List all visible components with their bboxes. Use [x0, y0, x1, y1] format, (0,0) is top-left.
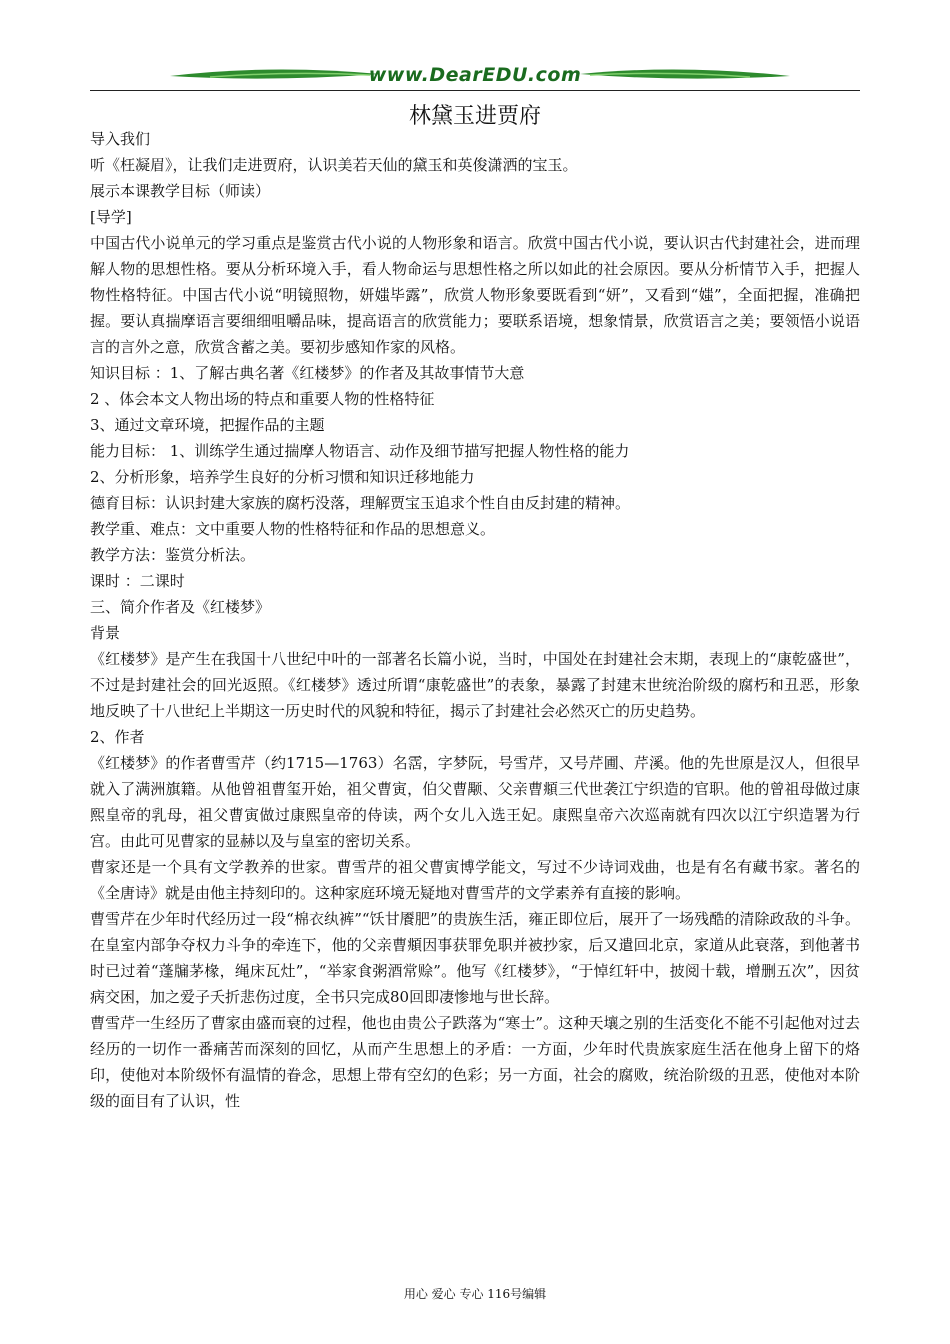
header-divider	[90, 90, 860, 91]
paragraph: 德育目标：认识封建大家族的腐朽没落，理解贾宝玉追求个性自由反封建的精神。	[90, 494, 631, 512]
paragraph: 课时 ：二课时	[90, 572, 185, 590]
paragraph: [导学]	[90, 208, 132, 226]
paragraph: 展示本课教学目标（师读）	[90, 182, 271, 200]
paragraph: 2、作者	[90, 728, 145, 746]
page-footer: 用心 爱心 专心 116号编辑	[403, 1287, 547, 1301]
paragraph: 中国古代小说单元的学习重点是鉴赏古代小说的人物形象和语言。欣赏中国古代小说，要认识古代封建社会，进而理解人物的思想性格。要从分析环境入手，看人物命运与思想性格之所以如此的社会原因。要从分析情节入手，把握人物性格特征。中国古代小说“明镜照物，妍媸毕露”，欣赏人物形象要既看到“妍”，又看到“媸”，全面把握，准确把握。要认真揣摩语言要细细咀嚼品味，提高语言的欣赏能力；要联系语境，想象情景，欣赏语言之美；要领悟小说语言的言外之意，欣赏含蓄之美。要初步感知作家的风格。	[90, 234, 860, 356]
document-body	[90, 126, 860, 1114]
paragraph: 《红楼梦》是产生在我国十八世纪中叶的一部著名长篇小说，当时，中国处在封建社会末期，表现上的“康乾盛世”，不过是封建社会的回光返照。《红楼梦》透过所谓“康乾盛世”的表象，暴露了封建末世统治阶级的腐朽和丑恶，形象地反映了十八世纪上半期这一历史时代的风貌和特征，揭示了封建社会必然灭亡的历史趋势。	[90, 650, 860, 720]
paragraph: 曹雪芹在少年时代经历过一段“棉衣纨裤”“饫甘餍肥”的贵族生活，雍正即位后，展开了一场残酷的清除政敌的斗争。在皇室内部争夺权力斗争的牵连下，他的父亲曹頫因事获罪免职并被抄家，后又遣回北京，家道从此衰落，到他著书时已过着“蓬牖茅椽，绳床瓦灶”，“举家食粥酒常赊”。他写《红楼梦》，“于悼红轩中，披阅十载，增删五次”，因贫病交困，加之爱子夭折悲伤过度，全书只完成80回即凄惨地与世长辞。	[90, 910, 860, 1006]
page-title: 林黛玉进贾府	[408, 104, 541, 129]
paragraph: 曹家还是一个具有文学教养的世家。曹雪芹的祖父曹寅博学能文，写过不少诗词戏曲，也是有名有藏书家。著名的《全唐诗》就是由他主持刻印的。这种家庭环境无疑地对曹雪芹的文学素养有直接的影响。	[90, 858, 860, 902]
paragraph: 听《枉凝眉》，让我们走进贾府，认识美若天仙的黛玉和英俊潇洒的宝玉。	[90, 156, 578, 174]
paragraph: 教学重、难点：文中重要人物的性格特征和作品的思想意义。	[90, 520, 496, 538]
paragraph: 教学方法：鉴赏分析法。	[90, 546, 256, 564]
paragraph: 背景	[90, 624, 121, 642]
section-heading: 三、简介作者及《红楼梦》	[90, 598, 271, 616]
paragraph: 知识目标 ：1、了解古典名著《红楼梦》的作者及其故事情节大意	[90, 364, 525, 382]
paragraph: 2 、体会本文人物出场的特点和重要人物的性格特征	[90, 390, 435, 408]
paragraph: 导入我们	[90, 130, 151, 148]
paragraph: 3、通过文章环境，把握作品的主题	[90, 416, 325, 434]
paragraph: 曹雪芹一生经历了曹家由盛而衰的过程，他也由贵公子跌落为“寒士”。这种天壤之别的生活变化不能不引起他对过去经历的一切作一番痛苦而深刻的回忆，从而产生思想上的矛盾：一方面，少年时代贵族家庭生活在他身上留下的烙印，使他对本阶级怀有温情的眷念，思想上带有空幻的色彩；另一方面，社会的腐败，统治阶级的丑恶，使他对本阶级的面目有了认识，性	[90, 1014, 860, 1110]
site-logo[interactable]: www.DearEDU.com	[368, 64, 582, 86]
paragraph: 能力目标： 1、训练学生通过揣摩人物语言、动作及细节描写把握人物性格的能力	[90, 442, 630, 460]
site-header	[90, 62, 860, 92]
paragraph: 2、分析形象，培养学生良好的分析习惯和知识迁移地能力	[90, 468, 475, 486]
paragraph: 《红楼梦》的作者曹雪芹（约1715—1763）名霑，字梦阮，号雪芹，又号芹圃、芹溪。他的先世原是汉人，但很早就入了满洲旗籍。从他曾祖曹玺开始，祖父曹寅，伯父曹颙、父亲曹頫三代世袭江宁织造的官职。他的曾祖母做过康熙皇帝的乳母，祖父曹寅做过康熙皇帝的侍读，两个女儿入选王妃。康熙皇帝六次巡南就有四次以江宁织造署为行宫。由此可见曹家的显赫以及与皇室的密切关系。	[90, 754, 860, 850]
